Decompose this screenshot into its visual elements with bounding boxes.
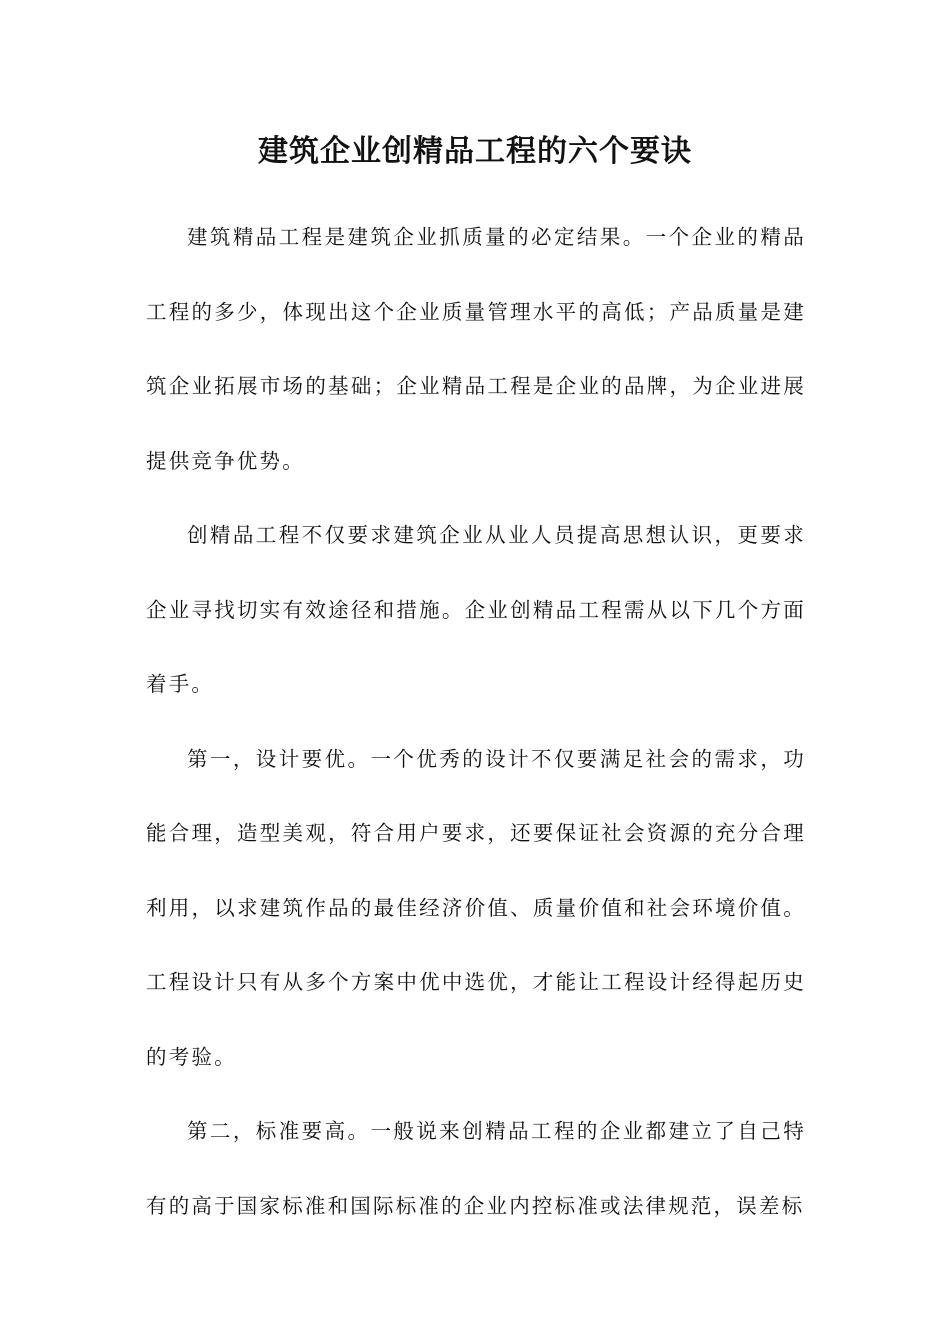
paragraph-standards: 第二，标准要高。一般说来创精品工程的企业都建立了自己特有的高于国家标准和国际标准的企业内控标准或法律规范，误差标 (146, 1119, 806, 1218)
document-body (146, 200, 806, 1243)
document-title: 建筑企业创精品工程的六个要诀 (258, 134, 692, 169)
paragraph-approach: 创精品工程不仅要求建筑企业从业人员提高思想认识，更要求企业寻找切实有效途径和措施。企业创精品工程需从以下几个方面着手。 (146, 523, 806, 696)
paragraph-design: 第一，设计要优。一个优秀的设计不仅要满足社会的需求，功能合理，造型美观，符合用户要求，还要保证社会资源的充分合理利用，以求建筑作品的最佳经济价值、质量价值和社会环境价值。工程设计只有从多个方案中优中选优，才能让工程设计经得起历史的考验。 (146, 746, 806, 1069)
paragraph-intro: 建筑精品工程是建筑企业抓质量的必定结果。一个企业的精品工程的多少，体现出这个企业质量管理水平的高低；产品质量是建筑企业拓展市场的基础；企业精品工程是企业的品牌，为企业进展提供竞争优势。 (146, 225, 806, 473)
